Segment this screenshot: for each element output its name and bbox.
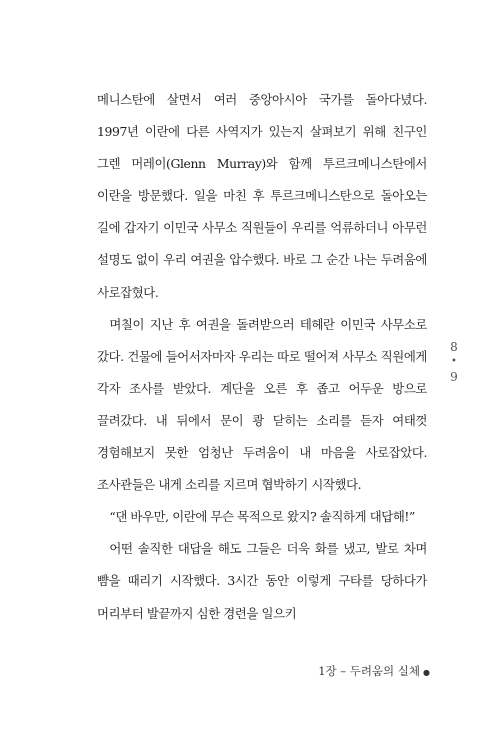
paragraph-4: 어떤 솔직한 대답을 해도 그들은 더욱 화를 냈고, 발로 차며 뺨을 때리기 시작했다. 3시간 동안 이렇게 구타를 당하다가 머리부터 발끝까지 심한 경련을 일으키 bbox=[97, 541, 427, 621]
running-footer bbox=[260, 663, 430, 679]
page-number-right: 9 bbox=[450, 370, 458, 384]
footer-bullet-icon: ● bbox=[423, 667, 430, 677]
body-text bbox=[97, 84, 427, 630]
paragraph-1: 메니스탄에 살면서 여러 중앙아시아 국가를 돌아다녔다. 1997년 이란에 다른 사역지가 있는지 살펴보기 위해 친구인 그렌 머레이(Glenn Murray)와 함께 투르크메니스탄에서 이란을 방문했다. 일을 마친 후 투르크메니스탄으로 돌아오는 길에 갑자기 이민국 사무소 직원들이 우리를 억류하더니 아무런 설명도 없이 우리 여권을 압수했다. 바로 그 순간 나는 두려움에 사로잡혔다. bbox=[97, 92, 427, 300]
page-number-left: 8 bbox=[450, 340, 458, 354]
paragraph-3: “댄 바우만, 이란에 무슨 목적으로 왔지? 솔직하게 대답해!” bbox=[109, 509, 415, 525]
page-number-indicator bbox=[446, 339, 462, 385]
page-number-separator: • bbox=[451, 356, 457, 367]
chapter-title: 1장 – 두려움의 실체 bbox=[318, 664, 421, 678]
paragraph-2: 며칠이 지난 후 여권을 돌려받으러 테헤란 이민국 사무소로 갔다. 건물에 들어서자마자 우리는 따로 떨어져 사무소 직원에게 각자 조사를 받았다. 계단을 오른 후 좁고 어두운 방으로 끌려갔다. 내 뒤에서 문이 쾅 닫히는 소리를 듣자 여태껏 경험해보지 못한 엄청난 두려움이 내 마음을 사로잡았다. 조사관들은 내게 소리를 지르며 협박하기 시작했다. bbox=[97, 316, 427, 493]
